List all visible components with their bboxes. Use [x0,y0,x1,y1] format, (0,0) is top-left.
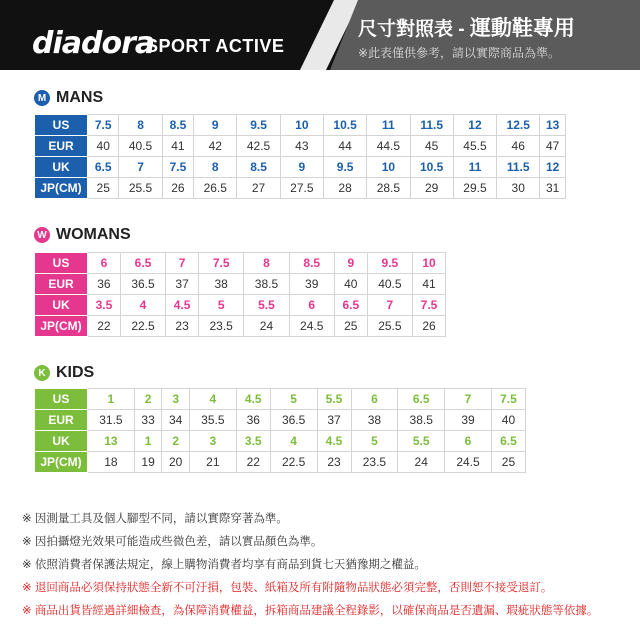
size-cell: 10 [280,115,323,136]
size-cell: 10 [367,157,410,178]
size-cell: 44 [323,136,366,157]
size-cell: 33 [134,410,162,431]
size-cell: 13 [88,431,135,452]
size-cell: 22 [88,316,121,337]
kids-heading [34,364,94,382]
size-cell: 26 [413,316,446,337]
womans-row-uk [35,295,446,316]
size-cell: 37 [166,274,199,295]
size-cell: 46 [497,136,540,157]
size-cell: 24.5 [289,316,334,337]
size-cell: 11.5 [410,115,453,136]
size-cell: 2 [162,431,190,452]
kids-row-eur [35,410,526,431]
size-cell: 11 [453,157,496,178]
size-cell: 4 [270,431,317,452]
kids-row-uk [35,431,526,452]
size-cell: 7 [445,389,492,410]
womans-badge-icon: W [34,227,50,243]
size-cell: 39 [445,410,492,431]
page-title [358,12,575,42]
size-cell: 38 [199,274,244,295]
size-cell: 4.5 [236,389,270,410]
size-cell: 5.5 [398,431,445,452]
size-cell: 9.5 [367,253,412,274]
size-cell: 27.5 [280,178,323,199]
size-cell: 5.5 [317,389,351,410]
size-cell: 25 [88,178,119,199]
size-cell: 34 [162,410,190,431]
brand-logo: diadora [32,26,155,61]
size-cell: 3 [189,431,236,452]
womans-title: WOMANS [56,226,131,243]
size-cell: 12 [453,115,496,136]
size-cell: 10.5 [323,115,366,136]
size-cell: 3.5 [236,431,270,452]
size-cell: 28 [323,178,366,199]
size-cell: 6.5 [88,157,119,178]
size-cell: 25.5 [119,178,162,199]
mans-heading [34,89,103,107]
size-cell: 26.5 [194,178,237,199]
row-label: JP(CM) [35,316,88,337]
size-cell: 4 [120,295,165,316]
size-cell: 23 [317,452,351,473]
size-cell: 47 [540,136,566,157]
kids-row-jpcm [35,452,526,473]
size-cell: 6 [351,389,398,410]
womans-row-us [35,253,446,274]
size-cell: 44.5 [367,136,410,157]
size-cell: 22 [236,452,270,473]
mans-size-table [34,114,566,199]
size-cell: 6.5 [491,431,525,452]
size-cell: 12.5 [497,115,540,136]
size-cell: 40 [491,410,525,431]
size-cell: 31 [540,178,566,199]
size-cell: 11.5 [497,157,540,178]
womans-size-table [34,252,446,337]
size-cell: 38.5 [398,410,445,431]
size-cell: 8.5 [289,253,334,274]
size-cell: 9 [280,157,323,178]
kids-title: KIDS [56,364,95,381]
size-cell: 7.5 [413,295,446,316]
mans-row-eur [35,136,566,157]
size-cell: 9.5 [323,157,366,178]
row-label: UK [35,295,88,316]
size-cell: 7 [166,253,199,274]
kids-size-table [34,388,526,473]
row-label: EUR [35,274,88,295]
title-prefix: 尺寸對照表 - [358,19,470,40]
size-cell: 23 [166,316,199,337]
size-cell: 4.5 [317,431,351,452]
size-cell: 4 [189,389,236,410]
size-cell: 5 [270,389,317,410]
size-cell: 42.5 [237,136,280,157]
mans-row-uk [35,157,566,178]
size-cell: 24 [244,316,289,337]
kids-row-us [35,389,526,410]
size-cell: 36.5 [270,410,317,431]
size-cell: 5 [199,295,244,316]
brand-tagline: SPORT ACTIVE [146,36,285,56]
size-cell: 9 [334,253,367,274]
size-cell: 7 [367,295,412,316]
mans-row-us [35,115,566,136]
size-cell: 22.5 [120,316,165,337]
size-cell: 45 [410,136,453,157]
page-subtitle: ※此表僅供參考，請以實際商品為準。 [358,46,561,60]
note-item: ※ 依照消費者保護法規定，線上購物消費者均享有商品到貨七天猶豫期之權益。 [22,559,426,571]
size-cell: 10 [413,253,446,274]
mans-badge-icon: M [34,90,50,106]
size-cell: 3 [162,389,190,410]
womans-row-jpcm [35,316,446,337]
size-cell: 43 [280,136,323,157]
size-cell: 7 [119,157,162,178]
size-cell: 39 [289,274,334,295]
size-cell: 36.5 [120,274,165,295]
size-cell: 6 [88,253,121,274]
size-cell: 2 [134,389,162,410]
row-label: EUR [35,410,88,431]
title-main: 運動鞋專用 [469,17,575,40]
size-cell: 36 [88,274,121,295]
size-cell: 7.5 [88,115,119,136]
note-item: ※ 退回商品必須保持狀態全新不可汙損，包裝、紙箱及所有附隨物品狀態必須完整，否則恕不接受退訂。 [22,582,553,594]
mans-title: MANS [56,89,104,106]
size-cell: 25.5 [367,316,412,337]
size-cell: 20 [162,452,190,473]
size-cell: 30 [497,178,540,199]
mans-row-jpcm [35,178,566,199]
kids-badge-icon: K [34,365,50,381]
size-cell: 29.5 [453,178,496,199]
note-item: ※ 商品出貨皆經過詳細檢查，為保障消費權益，拆箱商品建議全程錄影，以確保商品是否遺漏、瑕疵狀態等依據。 [22,605,599,617]
size-cell: 41 [162,136,193,157]
row-label: US [35,389,88,410]
size-cell: 8 [194,157,237,178]
row-label: EUR [35,136,88,157]
size-cell: 9.5 [237,115,280,136]
row-label: US [35,115,88,136]
size-cell: 31.5 [88,410,135,431]
size-cell: 19 [134,452,162,473]
size-cell: 36 [236,410,270,431]
size-cell: 10.5 [410,157,453,178]
size-cell: 40 [334,274,367,295]
size-cell: 7.5 [162,157,193,178]
size-cell: 28.5 [367,178,410,199]
size-cell: 18 [88,452,135,473]
size-cell: 8 [119,115,162,136]
size-cell: 25 [334,316,367,337]
size-cell: 26 [162,178,193,199]
size-cell: 5.5 [244,295,289,316]
size-cell: 37 [317,410,351,431]
size-cell: 22.5 [270,452,317,473]
size-cell: 6.5 [398,389,445,410]
size-cell: 4.5 [166,295,199,316]
note-item: ※ 因拍攝燈光效果可能造成些微色差，請以實品顏色為準。 [22,536,323,548]
row-label: US [35,253,88,274]
size-cell: 24 [398,452,445,473]
size-cell: 7.5 [199,253,244,274]
size-cell: 6.5 [334,295,367,316]
size-cell: 38.5 [244,274,289,295]
size-cell: 1 [88,389,135,410]
size-cell: 40.5 [119,136,162,157]
size-cell: 24.5 [445,452,492,473]
size-cell: 6 [289,295,334,316]
row-label: JP(CM) [35,452,88,473]
size-cell: 8.5 [162,115,193,136]
size-cell: 9 [194,115,237,136]
size-cell: 45.5 [453,136,496,157]
size-cell: 13 [540,115,566,136]
header-banner [0,0,640,70]
size-cell: 35.5 [189,410,236,431]
note-item: ※ 因測量工具及個人腳型不同，請以實際穿著為準。 [22,513,288,525]
size-cell: 6.5 [120,253,165,274]
size-cell: 12 [540,157,566,178]
size-cell: 6 [445,431,492,452]
notes-list [22,508,598,623]
womans-heading [34,226,131,244]
size-cell: 27 [237,178,280,199]
row-label: JP(CM) [35,178,88,199]
size-cell: 41 [413,274,446,295]
size-cell: 21 [189,452,236,473]
row-label: UK [35,157,88,178]
size-cell: 38 [351,410,398,431]
size-cell: 1 [134,431,162,452]
size-cell: 23.5 [199,316,244,337]
womans-row-eur [35,274,446,295]
size-cell: 11 [367,115,410,136]
size-cell: 7.5 [491,389,525,410]
size-cell: 8 [244,253,289,274]
size-cell: 5 [351,431,398,452]
size-cell: 40.5 [367,274,412,295]
size-cell: 23.5 [351,452,398,473]
size-cell: 3.5 [88,295,121,316]
size-cell: 40 [88,136,119,157]
size-cell: 25 [491,452,525,473]
size-cell: 42 [194,136,237,157]
row-label: UK [35,431,88,452]
size-cell: 29 [410,178,453,199]
size-cell: 8.5 [237,157,280,178]
